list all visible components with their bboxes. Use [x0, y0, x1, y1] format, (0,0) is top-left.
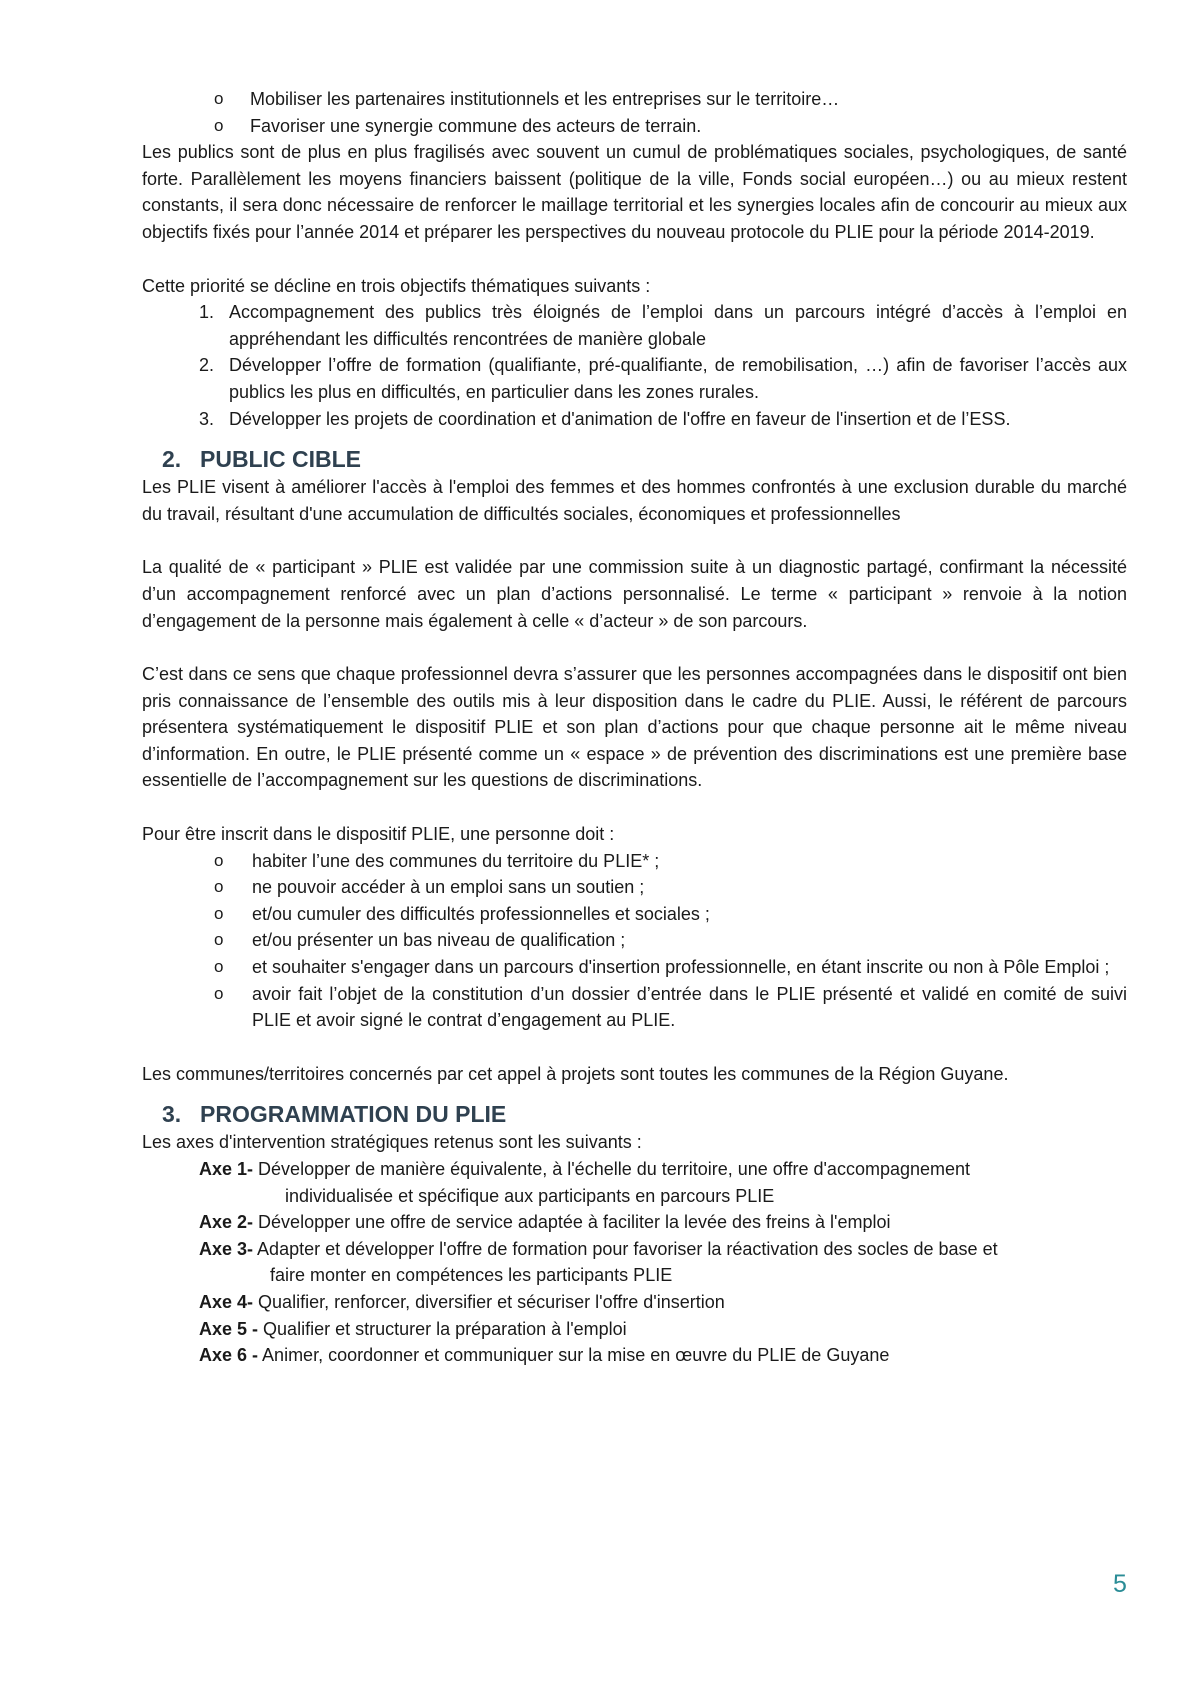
- list-item: [142, 848, 1127, 875]
- axe-label: Axe 6 -: [199, 1345, 259, 1366]
- section-heading-public-cible: [142, 444, 1127, 474]
- axe-text-continued: individualisée et spécifique aux participants en parcours PLIE: [285, 1185, 775, 1206]
- paragraph: Les axes d'intervention stratégiques retenus sont les suivants :: [142, 1132, 642, 1153]
- paragraph-priorite: Cette priorité se décline en trois objectifs thématiques suivants :: [142, 275, 651, 296]
- list-item: [142, 981, 1127, 1034]
- axe-text: Qualifier et structurer la préparation à l'emploi: [263, 1318, 627, 1339]
- objectif-item: [142, 299, 1127, 352]
- list-item-text: avoir fait l’objet de la constitution d’un dossier d’entrée dans le PLIE présenté et validé en comité de suivi PLIE et avoir signé le contrat d’engagement au PLIE.: [252, 983, 1127, 1031]
- list-item: [142, 954, 1127, 981]
- axe-label: Axe 2-: [199, 1212, 254, 1233]
- axe-label: Axe 4-: [199, 1291, 254, 1312]
- axe-item: [142, 1156, 1127, 1209]
- objectif-text: Développer l’offre de formation (qualifiante, pré-qualifiante, de remobilisation, …) afin de favoriser l’accès aux publics les plus en difficultés, en particulier dans les zones rurales.: [229, 355, 1127, 402]
- list-item: [142, 927, 1127, 954]
- section-number: 3.: [162, 1101, 182, 1128]
- objectif-item: [142, 406, 1127, 433]
- objectif-number: 3.: [199, 408, 215, 429]
- list-item: [142, 86, 1127, 113]
- paragraph: Pour être inscrit dans le dispositif PLIE, une personne doit :: [142, 824, 615, 845]
- objectif-item: [142, 352, 1127, 405]
- axe-text: Animer, coordonner et communiquer sur la mise en œuvre du PLIE de Guyane: [262, 1345, 890, 1366]
- bullet-marker: o: [214, 89, 224, 108]
- axe-item: [142, 1236, 1127, 1289]
- axe-text: Adapter et développer l'offre de formation pour favoriser la réactivation des socles de base et: [257, 1238, 998, 1259]
- list-item-text: ne pouvoir accéder à un emploi sans un soutien ;: [252, 877, 645, 898]
- axe-label: Axe 5 -: [199, 1318, 259, 1339]
- document-page: [142, 86, 1127, 1369]
- section-title: PROGRAMMATION DU PLIE: [200, 1101, 507, 1128]
- axe-text: Développer une offre de service adaptée à faciliter la levée des freins à l'emploi: [258, 1212, 891, 1233]
- axe-item: [142, 1342, 1127, 1369]
- list-item: [142, 113, 1127, 140]
- bullet-marker: o: [214, 903, 224, 923]
- bullet-marker: o: [214, 930, 224, 950]
- bullet-marker: o: [214, 850, 224, 870]
- bullet-marker: o: [214, 957, 224, 977]
- bullet-marker: o: [214, 877, 224, 897]
- objectif-text: Accompagnement des publics très éloignés de l’emploi dans un parcours intégré d’accès à l’emploi en appréhendant les difficultés rencontrées de manière globale: [229, 302, 1127, 349]
- list-item-text: et/ou présenter un bas niveau de qualification ;: [252, 930, 626, 951]
- bullet-marker: o: [214, 983, 224, 1003]
- objectif-number: 1.: [199, 302, 215, 323]
- bullet-marker: o: [214, 115, 224, 135]
- section-title: PUBLIC CIBLE: [200, 446, 361, 473]
- list-item-text: et souhaiter s'engager dans un parcours d'insertion professionnelle, en étant inscrite ou non à Pôle Emploi ;: [252, 957, 1110, 978]
- paragraph: Les PLIE visent à améliorer l'accès à l'emploi des femmes et des hommes confrontés à une exclusion durable du marché du travail, résultant d'une accumulation de difficultés sociales, économiques et professionnelles: [142, 477, 1127, 524]
- axe-label: Axe 1-: [199, 1159, 254, 1179]
- paragraph: La qualité de « participant » PLIE est validée par une commission suite à un diagnostic partagé, confirmant la nécessité d’un accompagnement renforcé avec un plan d’actions personnalisé. Le terme « participant » renvoie à la notion d’engagement de la personne mais également à celle « d’acteur » de son parcours.: [142, 557, 1127, 631]
- axe-item: [142, 1289, 1127, 1316]
- section-heading-programmation: [142, 1099, 1127, 1129]
- list-item-text: et/ou cumuler des difficultés professionnelles et sociales ;: [252, 903, 710, 924]
- list-item-text: Favoriser une synergie commune des acteurs de terrain.: [250, 115, 702, 136]
- objectif-number: 2.: [199, 355, 215, 376]
- paragraph-publics: Les publics sont de plus en plus fragilisés avec souvent un cumul de problématiques sociales, psychologiques, de santé forte. Parallèlement les moyens financiers baissent (politique de la ville, Fonds social européen…) ou au mieux restent constants, il sera donc nécessaire de renforcer le maillage territorial et les synergies locales afin de concourir au mieux aux objectifs fixés pour l’année 2014 et préparer les perspectives du nouveau protocole du PLIE pour la période 2014-2019.: [142, 142, 1127, 242]
- axe-item: [142, 1209, 1127, 1236]
- paragraph: C’est dans ce sens que chaque professionnel devra s’assurer que les personnes accompagnées dans le dispositif ont bien pris connaissance de l’ensemble des outils mis à leur disposition dans le cadre du PLIE. Aussi, le référent de parcours présentera systématiquement le dispositif PLIE et son plan d’actions pour que chaque personne ait le même niveau d’information. En outre, le PLIE présenté comme un « espace » de prévention des discriminations est une première base essentielle de l’accompagnement sur les questions de discriminations.: [142, 664, 1127, 791]
- objectif-text: Développer les projets de coordination et d'animation de l'offre en faveur de l'insertion et de l’ESS.: [229, 408, 1011, 429]
- page-number: 5: [1113, 1570, 1127, 1598]
- list-item: [142, 901, 1127, 928]
- axe-text: Développer de manière équivalente, à l'échelle du territoire, une offre d'accompagnement: [258, 1159, 971, 1179]
- axe-text-continued: faire monter en compétences les participants PLIE: [270, 1265, 673, 1286]
- axe-item: [142, 1316, 1127, 1343]
- list-item-text: habiter l’une des communes du territoire du PLIE* ;: [252, 850, 660, 871]
- list-item-text: Mobiliser les partenaires institutionnels et les entreprises sur le territoire…: [250, 89, 840, 109]
- axe-label: Axe 3-: [199, 1238, 254, 1259]
- section-number: 2.: [162, 446, 182, 473]
- paragraph: Les communes/territoires concernés par cet appel à projets sont toutes les communes de la Région Guyane.: [142, 1063, 1009, 1084]
- axe-text: Qualifier, renforcer, diversifier et sécuriser l'offre d'insertion: [258, 1291, 725, 1312]
- list-item: [142, 874, 1127, 901]
